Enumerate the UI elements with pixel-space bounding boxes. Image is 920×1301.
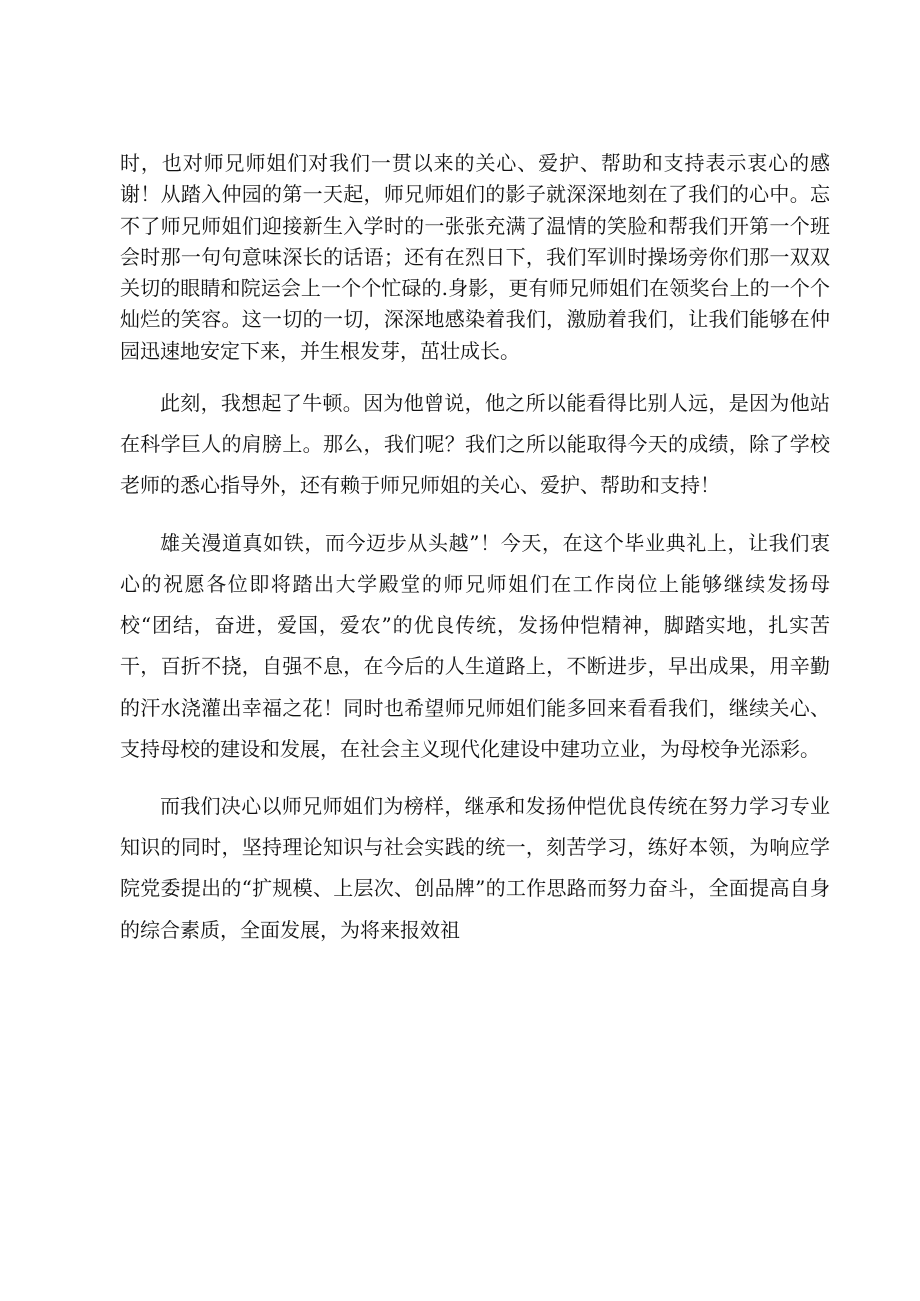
paragraph-3: 雄关漫道真如铁，而今迈步从头越”！今天，在这个毕业典礼上，让我们衷心的祝愿各位即将踏出大学殿堂的师兄师姐们在工作岗位上能够继续发扬母校“团结，奋进，爱国，爱农”的优良传统，发扬仲恺精神，脚踏实地，扎实苦干，百折不挠，自强不息，在今后的人生道路上，不断进步，早出成果，用辛勤的汗水浇灌出幸福之花！同时也希望师兄师姐们能多回来看看我们，继续关心、支持母校的建设和发展，在社会主义现代化建设中建功立业，为母校争光添彩。 xyxy=(120,530,830,761)
document-body xyxy=(120,148,830,951)
paragraph-2: 此刻，我想起了牛顿。因为他曾说，他之所以能看得比别人远，是因为他站在科学巨人的肩膀上。那么，我们呢？我们之所以能取得今天的成绩，除了学校老师的悉心指导外，还有赖于师兄师姐的关心、爱护、帮助和支持！ xyxy=(120,391,830,498)
paragraph-4: 而我们决心以师兄师姐们为榜样，继承和发扬仲恺优良传统在努力学习专业知识的同时，坚持理论知识与社会实践的统一，刻苦学习，练好本领，为响应学院党委提出的“扩规模、上层次、创品牌”的工作思路而努力奋斗，全面提高自身的综合素质，全面发展，为将来报效祖 xyxy=(120,793,830,942)
paragraph-1: 时，也对师兄师姐们对我们一贯以来的关心、爱护、帮助和支持表示衷心的感谢！从踏入仲园的第一天起，师兄师姐们的影子就深深地刻在了我们的心中。忘不了师兄师姐们迎接新生入学时的一张张充满了温情的笑脸和帮我们开第一个班会时那一句句意味深长的话语；还有在烈日下，我们军训时操场旁你们那一双双关切的眼睛和院运会上一个个忙碌的.身影，更有师兄师姐们在领奖台上的一个个灿烂的笑容。这一切的一切，深深地感染着我们，激励着我们，让我们能够在仲园迅速地安定下来，并生根发芽，茁壮成长。 xyxy=(120,151,830,363)
